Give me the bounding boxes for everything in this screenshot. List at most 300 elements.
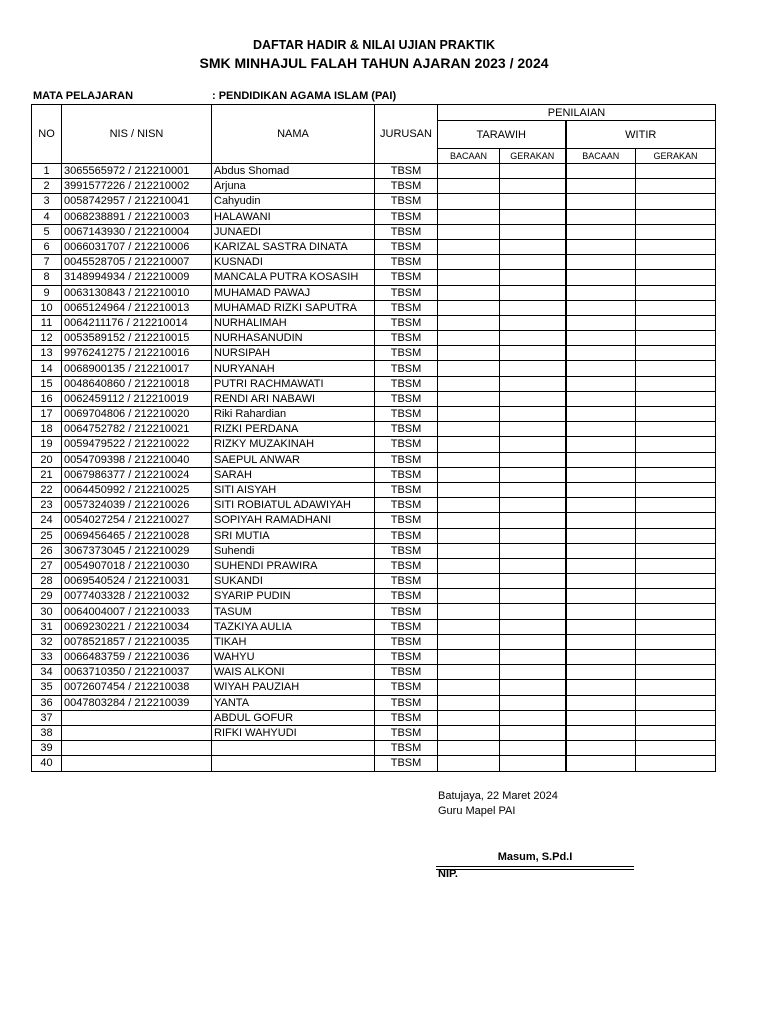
cell-tarawih-gerakan xyxy=(500,574,566,589)
cell-witir-bacaan xyxy=(566,634,636,649)
cell-nama: JUNAEDI xyxy=(212,224,375,239)
cell-jurusan: TBSM xyxy=(375,695,438,710)
cell-nis: 0063710350 / 212210037 xyxy=(62,665,212,680)
cell-nama: MANCALA PUTRA KOSASIH xyxy=(212,270,375,285)
cell-jurusan: TBSM xyxy=(375,467,438,482)
cell-witir-gerakan xyxy=(636,482,716,497)
cell-witir-gerakan xyxy=(636,725,716,740)
cell-no: 22 xyxy=(32,482,62,497)
cell-no: 36 xyxy=(32,695,62,710)
cell-jurusan: TBSM xyxy=(375,650,438,665)
cell-tarawih-bacaan xyxy=(438,164,500,179)
cell-witir-gerakan xyxy=(636,543,716,558)
cell-tarawih-bacaan xyxy=(438,315,500,330)
cell-jurusan: TBSM xyxy=(375,361,438,376)
cell-nis: 0077403328 / 212210032 xyxy=(62,589,212,604)
cell-nama: SUKANDI xyxy=(212,574,375,589)
cell-witir-gerakan xyxy=(636,407,716,422)
cell-tarawih-bacaan xyxy=(438,452,500,467)
cell-no: 39 xyxy=(32,741,62,756)
cell-jurusan: TBSM xyxy=(375,422,438,437)
cell-tarawih-bacaan xyxy=(438,498,500,513)
table-row xyxy=(32,528,716,543)
cell-witir-bacaan xyxy=(566,179,636,194)
cell-tarawih-gerakan xyxy=(500,619,566,634)
cell-tarawih-gerakan xyxy=(500,756,566,771)
cell-tarawih-bacaan xyxy=(438,194,500,209)
cell-nama: SITI AISYAH xyxy=(212,482,375,497)
table-row xyxy=(32,422,716,437)
cell-witir-bacaan xyxy=(566,604,636,619)
cell-tarawih-bacaan xyxy=(438,391,500,406)
cell-nama: KARIZAL SASTRA DINATA xyxy=(212,239,375,254)
cell-witir-bacaan xyxy=(566,467,636,482)
cell-jurusan: TBSM xyxy=(375,407,438,422)
cell-tarawih-gerakan xyxy=(500,331,566,346)
cell-nama: Abdus Shomad xyxy=(212,164,375,179)
cell-witir-gerakan xyxy=(636,574,716,589)
table-row xyxy=(32,300,716,315)
cell-witir-gerakan xyxy=(636,513,716,528)
cell-tarawih-gerakan xyxy=(500,695,566,710)
cell-no: 12 xyxy=(32,331,62,346)
table-row xyxy=(32,437,716,452)
table-row xyxy=(32,239,716,254)
subject-value: : PENDIDIKAN AGAMA ISLAM (PAI) xyxy=(212,90,397,102)
cell-nama: NURYANAH xyxy=(212,361,375,376)
cell-tarawih-bacaan xyxy=(438,513,500,528)
cell-nama: NURHALIMAH xyxy=(212,315,375,330)
cell-nis: 0066483759 / 212210036 xyxy=(62,650,212,665)
cell-tarawih-gerakan xyxy=(500,528,566,543)
cell-jurusan: TBSM xyxy=(375,498,438,513)
cell-nama: TASUM xyxy=(212,604,375,619)
cell-witir-bacaan xyxy=(566,239,636,254)
cell-nis: 0047803284 / 212210039 xyxy=(62,695,212,710)
cell-tarawih-bacaan xyxy=(438,255,500,270)
cell-tarawih-gerakan xyxy=(500,467,566,482)
cell-nis: 0057324039 / 212210026 xyxy=(62,498,212,513)
cell-tarawih-gerakan xyxy=(500,361,566,376)
cell-jurusan: TBSM xyxy=(375,209,438,224)
cell-witir-gerakan xyxy=(636,376,716,391)
cell-nama: HALAWANI xyxy=(212,209,375,224)
table-row xyxy=(32,209,716,224)
cell-nama: TIKAH xyxy=(212,634,375,649)
cell-nis: 0062459112 / 212210019 xyxy=(62,391,212,406)
header-witir: WITIR xyxy=(566,121,716,149)
cell-jurusan: TBSM xyxy=(375,255,438,270)
cell-tarawih-gerakan xyxy=(500,498,566,513)
cell-nis: 0069456465 / 212210028 xyxy=(62,528,212,543)
cell-no: 29 xyxy=(32,589,62,604)
signer-name: Masum, S.Pd.I xyxy=(497,851,573,863)
cell-witir-bacaan xyxy=(566,346,636,361)
cell-jurusan: TBSM xyxy=(375,194,438,209)
cell-nis: 0048640860 / 212210018 xyxy=(62,376,212,391)
cell-tarawih-gerakan xyxy=(500,634,566,649)
cell-jurusan: TBSM xyxy=(375,346,438,361)
cell-nama: RIZKY MUZAKINAH xyxy=(212,437,375,452)
cell-nama: SRI MUTIA xyxy=(212,528,375,543)
cell-nis xyxy=(62,725,212,740)
table-row xyxy=(32,498,716,513)
cell-tarawih-bacaan xyxy=(438,346,500,361)
cell-tarawih-bacaan xyxy=(438,407,500,422)
cell-witir-bacaan xyxy=(566,619,636,634)
cell-no: 33 xyxy=(32,650,62,665)
cell-tarawih-bacaan xyxy=(438,239,500,254)
cell-no: 21 xyxy=(32,467,62,482)
cell-nis: 0078521857 / 212210035 xyxy=(62,634,212,649)
cell-witir-bacaan xyxy=(566,741,636,756)
cell-jurusan: TBSM xyxy=(375,756,438,771)
nip-label: NIP. xyxy=(438,868,458,880)
cell-tarawih-gerakan xyxy=(500,482,566,497)
cell-no: 24 xyxy=(32,513,62,528)
table-row xyxy=(32,589,716,604)
cell-no: 30 xyxy=(32,604,62,619)
cell-witir-gerakan xyxy=(636,558,716,573)
cell-tarawih-gerakan xyxy=(500,255,566,270)
cell-nis xyxy=(62,710,212,725)
cell-no: 34 xyxy=(32,665,62,680)
cell-witir-bacaan xyxy=(566,164,636,179)
cell-tarawih-bacaan xyxy=(438,604,500,619)
table-row xyxy=(32,331,716,346)
cell-nis: 0063130843 / 212210010 xyxy=(62,285,212,300)
cell-jurusan: TBSM xyxy=(375,239,438,254)
cell-no: 25 xyxy=(32,528,62,543)
cell-witir-bacaan xyxy=(566,528,636,543)
cell-witir-gerakan xyxy=(636,422,716,437)
cell-tarawih-bacaan xyxy=(438,725,500,740)
cell-witir-gerakan xyxy=(636,300,716,315)
cell-nis xyxy=(62,756,212,771)
cell-nis: 0067143930 / 212210004 xyxy=(62,224,212,239)
cell-jurusan: TBSM xyxy=(375,270,438,285)
cell-no: 19 xyxy=(32,437,62,452)
cell-tarawih-gerakan xyxy=(500,179,566,194)
cell-jurusan: TBSM xyxy=(375,665,438,680)
cell-nis: 0054027254 / 212210027 xyxy=(62,513,212,528)
cell-witir-gerakan xyxy=(636,239,716,254)
cell-no: 37 xyxy=(32,710,62,725)
cell-nis: 0059479522 / 212210022 xyxy=(62,437,212,452)
cell-nama: RENDI ARI NABAWI xyxy=(212,391,375,406)
cell-witir-gerakan xyxy=(636,710,716,725)
cell-witir-gerakan xyxy=(636,331,716,346)
cell-witir-gerakan xyxy=(636,179,716,194)
cell-nis: 3148994934 / 212210009 xyxy=(62,270,212,285)
cell-tarawih-bacaan xyxy=(438,331,500,346)
table-row xyxy=(32,756,716,771)
cell-witir-gerakan xyxy=(636,665,716,680)
cell-witir-bacaan xyxy=(566,695,636,710)
cell-nama: MUHAMAD PAWAJ xyxy=(212,285,375,300)
cell-tarawih-gerakan xyxy=(500,285,566,300)
cell-witir-gerakan xyxy=(636,680,716,695)
cell-jurusan: TBSM xyxy=(375,725,438,740)
cell-witir-bacaan xyxy=(566,361,636,376)
cell-nis: 0064004007 / 212210033 xyxy=(62,604,212,619)
cell-nama xyxy=(212,741,375,756)
cell-tarawih-bacaan xyxy=(438,482,500,497)
cell-tarawih-bacaan xyxy=(438,300,500,315)
table-row xyxy=(32,407,716,422)
cell-tarawih-gerakan xyxy=(500,513,566,528)
cell-no: 40 xyxy=(32,756,62,771)
header-nama: NAMA xyxy=(212,105,375,164)
table-row xyxy=(32,558,716,573)
cell-witir-gerakan xyxy=(636,528,716,543)
cell-jurusan: TBSM xyxy=(375,619,438,634)
cell-witir-gerakan xyxy=(636,437,716,452)
cell-nama: PUTRI RACHMAWATI xyxy=(212,376,375,391)
cell-jurusan: TBSM xyxy=(375,300,438,315)
cell-witir-gerakan xyxy=(636,604,716,619)
cell-jurusan: TBSM xyxy=(375,452,438,467)
cell-tarawih-bacaan xyxy=(438,376,500,391)
cell-nis: 3991577226 / 212210002 xyxy=(62,179,212,194)
cell-tarawih-bacaan xyxy=(438,179,500,194)
cell-nama: Suhendi xyxy=(212,543,375,558)
table-row xyxy=(32,224,716,239)
cell-witir-bacaan xyxy=(566,255,636,270)
cell-nama: NURSIPAH xyxy=(212,346,375,361)
header-no: NO xyxy=(32,105,62,164)
header-jurusan: JURUSAN xyxy=(375,105,438,164)
cell-jurusan: TBSM xyxy=(375,574,438,589)
cell-nama xyxy=(212,756,375,771)
cell-witir-bacaan xyxy=(566,558,636,573)
cell-tarawih-gerakan xyxy=(500,391,566,406)
cell-no: 10 xyxy=(32,300,62,315)
cell-no: 28 xyxy=(32,574,62,589)
cell-no: 1 xyxy=(32,164,62,179)
cell-tarawih-gerakan xyxy=(500,209,566,224)
cell-nama: Arjuna xyxy=(212,179,375,194)
cell-witir-bacaan xyxy=(566,376,636,391)
header-tarawih-bacaan: BACAAN xyxy=(438,149,500,164)
cell-witir-bacaan xyxy=(566,194,636,209)
cell-nama: SAEPUL ANWAR xyxy=(212,452,375,467)
cell-no: 13 xyxy=(32,346,62,361)
cell-witir-gerakan xyxy=(636,589,716,604)
cell-nis: 0053589152 / 212210015 xyxy=(62,331,212,346)
cell-tarawih-gerakan xyxy=(500,164,566,179)
cell-witir-bacaan xyxy=(566,331,636,346)
cell-tarawih-gerakan xyxy=(500,239,566,254)
table-row xyxy=(32,285,716,300)
cell-witir-bacaan xyxy=(566,391,636,406)
table-row xyxy=(32,452,716,467)
cell-tarawih-bacaan xyxy=(438,665,500,680)
cell-tarawih-gerakan xyxy=(500,589,566,604)
cell-jurusan: TBSM xyxy=(375,224,438,239)
cell-tarawih-gerakan xyxy=(500,224,566,239)
table-row xyxy=(32,604,716,619)
cell-no: 18 xyxy=(32,422,62,437)
cell-witir-gerakan xyxy=(636,756,716,771)
cell-nis: 0072607454 / 212210038 xyxy=(62,680,212,695)
table-row xyxy=(32,361,716,376)
cell-nis: 0069540524 / 212210031 xyxy=(62,574,212,589)
cell-nama: Riki Rahardian xyxy=(212,407,375,422)
cell-nis: 0066031707 / 212210006 xyxy=(62,239,212,254)
cell-tarawih-gerakan xyxy=(500,437,566,452)
cell-nis: 0045528705 / 212210007 xyxy=(62,255,212,270)
cell-tarawih-bacaan xyxy=(438,285,500,300)
document-title: DAFTAR HADIR & NILAI UJIAN PRAKTIK xyxy=(252,38,496,52)
cell-jurusan: TBSM xyxy=(375,741,438,756)
attendance-table xyxy=(31,104,716,772)
cell-tarawih-bacaan xyxy=(438,209,500,224)
table-row xyxy=(32,513,716,528)
cell-nis: 0064752782 / 212210021 xyxy=(62,422,212,437)
cell-witir-bacaan xyxy=(566,407,636,422)
cell-tarawih-gerakan xyxy=(500,725,566,740)
cell-nis: 0064450992 / 212210025 xyxy=(62,482,212,497)
cell-witir-gerakan xyxy=(636,194,716,209)
cell-witir-bacaan xyxy=(566,452,636,467)
cell-jurusan: TBSM xyxy=(375,680,438,695)
cell-witir-bacaan xyxy=(566,285,636,300)
cell-witir-bacaan xyxy=(566,498,636,513)
header-tarawih: TARAWIH xyxy=(438,121,566,149)
table-row xyxy=(32,255,716,270)
cell-nis: 0069704806 / 212210020 xyxy=(62,407,212,422)
cell-nama: KUSNADI xyxy=(212,255,375,270)
cell-tarawih-bacaan xyxy=(438,558,500,573)
cell-no: 32 xyxy=(32,634,62,649)
cell-tarawih-gerakan xyxy=(500,665,566,680)
cell-jurusan: TBSM xyxy=(375,482,438,497)
cell-tarawih-gerakan xyxy=(500,741,566,756)
table-row xyxy=(32,467,716,482)
cell-nis: 0058742957 / 212210041 xyxy=(62,194,212,209)
cell-witir-bacaan xyxy=(566,270,636,285)
cell-no: 2 xyxy=(32,179,62,194)
cell-jurusan: TBSM xyxy=(375,376,438,391)
cell-tarawih-gerakan xyxy=(500,680,566,695)
cell-witir-bacaan xyxy=(566,437,636,452)
table-row xyxy=(32,391,716,406)
cell-no: 23 xyxy=(32,498,62,513)
cell-witir-gerakan xyxy=(636,164,716,179)
table-row xyxy=(32,574,716,589)
cell-jurusan: TBSM xyxy=(375,558,438,573)
table-row xyxy=(32,710,716,725)
cell-tarawih-bacaan xyxy=(438,574,500,589)
cell-witir-gerakan xyxy=(636,270,716,285)
signature-line xyxy=(436,866,634,867)
header-witir-gerakan: GERAKAN xyxy=(636,149,716,164)
cell-jurusan: TBSM xyxy=(375,285,438,300)
cell-nama: RIZKI PERDANA xyxy=(212,422,375,437)
cell-nis: 0068900135 / 212210017 xyxy=(62,361,212,376)
header-nis: NIS / NISN xyxy=(62,105,212,164)
cell-jurusan: TBSM xyxy=(375,543,438,558)
cell-nama: ABDUL GOFUR xyxy=(212,710,375,725)
cell-witir-bacaan xyxy=(566,513,636,528)
cell-jurusan: TBSM xyxy=(375,164,438,179)
cell-witir-gerakan xyxy=(636,741,716,756)
cell-witir-gerakan xyxy=(636,498,716,513)
cell-tarawih-bacaan xyxy=(438,695,500,710)
cell-nama: SUHENDI PRAWIRA xyxy=(212,558,375,573)
table-row xyxy=(32,619,716,634)
cell-witir-bacaan xyxy=(566,574,636,589)
table-row xyxy=(32,179,716,194)
cell-tarawih-gerakan xyxy=(500,315,566,330)
table-row xyxy=(32,634,716,649)
header-penilaian: PENILAIAN xyxy=(438,105,716,121)
table-row xyxy=(32,315,716,330)
cell-tarawih-bacaan xyxy=(438,422,500,437)
cell-jurusan: TBSM xyxy=(375,604,438,619)
cell-witir-bacaan xyxy=(566,665,636,680)
cell-nis: 3065565972 / 212210001 xyxy=(62,164,212,179)
cell-witir-gerakan xyxy=(636,391,716,406)
cell-witir-gerakan xyxy=(636,209,716,224)
cell-nama: YANTA xyxy=(212,695,375,710)
table-row xyxy=(32,346,716,361)
cell-no: 15 xyxy=(32,376,62,391)
cell-tarawih-bacaan xyxy=(438,710,500,725)
cell-no: 17 xyxy=(32,407,62,422)
cell-witir-gerakan xyxy=(636,650,716,665)
cell-no: 6 xyxy=(32,239,62,254)
cell-no: 3 xyxy=(32,194,62,209)
table-row xyxy=(32,650,716,665)
cell-nis: 3067373045 / 212210029 xyxy=(62,543,212,558)
cell-witir-bacaan xyxy=(566,209,636,224)
cell-witir-gerakan xyxy=(636,619,716,634)
cell-tarawih-gerakan xyxy=(500,407,566,422)
cell-jurusan: TBSM xyxy=(375,528,438,543)
cell-tarawih-gerakan xyxy=(500,650,566,665)
cell-jurusan: TBSM xyxy=(375,589,438,604)
cell-nama: MUHAMAD RIZKI SAPUTRA xyxy=(212,300,375,315)
cell-witir-gerakan xyxy=(636,361,716,376)
cell-jurusan: TBSM xyxy=(375,331,438,346)
cell-tarawih-gerakan xyxy=(500,604,566,619)
cell-tarawih-gerakan xyxy=(500,194,566,209)
cell-nis: 0064211176 / 212210014 xyxy=(62,315,212,330)
cell-no: 11 xyxy=(32,315,62,330)
table-row xyxy=(32,164,716,179)
table-row xyxy=(32,482,716,497)
cell-no: 4 xyxy=(32,209,62,224)
cell-nis: 0069230221 / 212210034 xyxy=(62,619,212,634)
cell-witir-gerakan xyxy=(636,452,716,467)
cell-jurusan: TBSM xyxy=(375,437,438,452)
cell-tarawih-gerakan xyxy=(500,452,566,467)
cell-nama: WAHYU xyxy=(212,650,375,665)
cell-witir-bacaan xyxy=(566,300,636,315)
cell-nis: 0065124964 / 212210013 xyxy=(62,300,212,315)
signature-line-double xyxy=(436,869,634,870)
cell-witir-gerakan xyxy=(636,634,716,649)
cell-nis xyxy=(62,741,212,756)
cell-witir-gerakan xyxy=(636,285,716,300)
cell-tarawih-bacaan xyxy=(438,437,500,452)
cell-no: 27 xyxy=(32,558,62,573)
cell-nama: SOPIYAH RAMADHANI xyxy=(212,513,375,528)
signer-role: Guru Mapel PAI xyxy=(438,805,516,817)
cell-nama: WAIS ALKONI xyxy=(212,665,375,680)
